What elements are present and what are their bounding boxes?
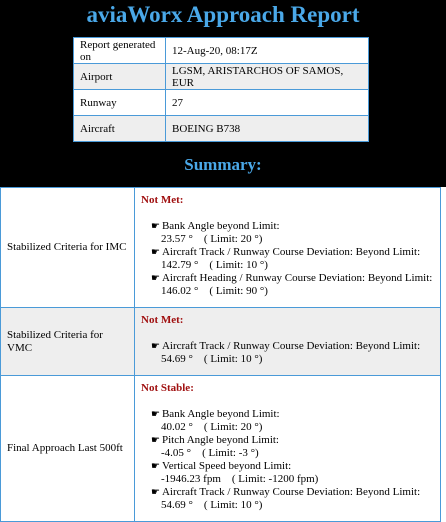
list-item [151, 486, 440, 511]
pointing-hand-icon: ☛ [151, 461, 160, 472]
violation-text: Aircraft Track / Runway Course Deviation: Beyond Limit: [161, 340, 421, 352]
meta-label: Runway [74, 90, 166, 116]
meta-row-aircraft [74, 116, 369, 142]
criteria-row-vmc [1, 308, 441, 376]
criteria-details [135, 308, 441, 376]
violation-value: -1946.23 fpm [161, 473, 221, 485]
violation-text: Bank Angle beyond Limit: [161, 220, 280, 232]
criteria-label: Stabilized Criteria for VMC [1, 308, 135, 376]
violation-value: 54.69 ° [161, 353, 193, 365]
violation-list [135, 340, 440, 365]
meta-label: Report generated on [74, 38, 166, 64]
page-title: aviaWorx Approach Report [86, 2, 360, 27]
violation-list [135, 220, 440, 297]
violation-limit: ( Limit: 20 °) [203, 233, 263, 245]
status-badge: Not Met: [141, 194, 184, 206]
status-badge: Not Stable: [141, 382, 194, 394]
violation-value: 23.57 ° [161, 233, 193, 245]
meta-label: Aircraft [74, 116, 166, 142]
violation-limit: ( Limit: 10 °) [209, 259, 268, 271]
criteria-details [135, 188, 441, 308]
list-item [151, 220, 440, 245]
meta-label: Airport [74, 64, 166, 90]
violation-limit: ( Limit: 90 °) [209, 285, 268, 297]
violation-value: 40.02 ° [161, 421, 193, 433]
violation-text: Aircraft Track / Runway Course Deviation: Beyond Limit: [161, 246, 421, 258]
pointing-hand-icon: ☛ [151, 487, 160, 498]
status-badge: Not Met: [141, 314, 184, 326]
meta-value: 12-Aug-20, 08:17Z [166, 38, 369, 64]
meta-value: 27 [166, 90, 369, 116]
violation-text: Aircraft Heading / Runway Course Deviation: Beyond Limit: [161, 272, 433, 284]
report-meta-table [73, 37, 369, 142]
violation-value-line [151, 473, 440, 485]
violation-limit: ( Limit: 10 °) [203, 353, 263, 365]
violation-limit: ( Limit: -1200 fpm) [231, 473, 319, 485]
list-item [151, 460, 440, 485]
report-header [0, 0, 446, 187]
criteria-row-imc [1, 188, 441, 308]
violation-value-line [151, 353, 440, 365]
violation-text: Pitch Angle beyond Limit: [161, 434, 279, 446]
violation-limit: ( Limit: -3 °) [202, 447, 259, 459]
violation-value-line [151, 447, 440, 459]
pointing-hand-icon: ☛ [151, 247, 160, 258]
meta-row-airport [74, 64, 369, 90]
violation-text: Aircraft Track / Runway Course Deviation: Beyond Limit: [161, 486, 421, 498]
violation-limit: ( Limit: 20 °) [203, 421, 263, 433]
violation-value: 146.02 ° [161, 285, 199, 297]
pointing-hand-icon: ☛ [151, 341, 160, 352]
violation-value-line [151, 259, 440, 271]
criteria-label: Final Approach Last 500ft [1, 376, 135, 522]
list-item [151, 246, 440, 271]
violation-value: 54.69 ° [161, 499, 193, 511]
meta-value: LGSM, ARISTARCHOS OF SAMOS, EUR [166, 64, 369, 90]
pointing-hand-icon: ☛ [151, 273, 160, 284]
meta-row-runway [74, 90, 369, 116]
violation-text: Vertical Speed beyond Limit: [161, 460, 292, 472]
violation-value-line [151, 285, 440, 297]
list-item [151, 434, 440, 459]
violation-value: 142.79 ° [161, 259, 199, 271]
violation-value: -4.05 ° [161, 447, 192, 459]
list-item [151, 408, 440, 433]
list-item [151, 272, 440, 297]
summary-heading: Summary: [184, 155, 262, 174]
pointing-hand-icon: ☛ [151, 221, 160, 232]
violation-list [135, 408, 440, 511]
criteria-table [0, 187, 441, 522]
meta-value: BOEING B738 [166, 116, 369, 142]
pointing-hand-icon: ☛ [151, 409, 160, 420]
violation-limit: ( Limit: 10 °) [203, 499, 263, 511]
pointing-hand-icon: ☛ [151, 435, 160, 446]
meta-row-generated [74, 38, 369, 64]
violation-value-line [151, 499, 440, 511]
violation-text: Bank Angle beyond Limit: [161, 408, 280, 420]
violation-value-line [151, 421, 440, 433]
list-item [151, 340, 440, 365]
violation-value-line [151, 233, 440, 245]
criteria-label: Stabilized Criteria for IMC [1, 188, 135, 308]
